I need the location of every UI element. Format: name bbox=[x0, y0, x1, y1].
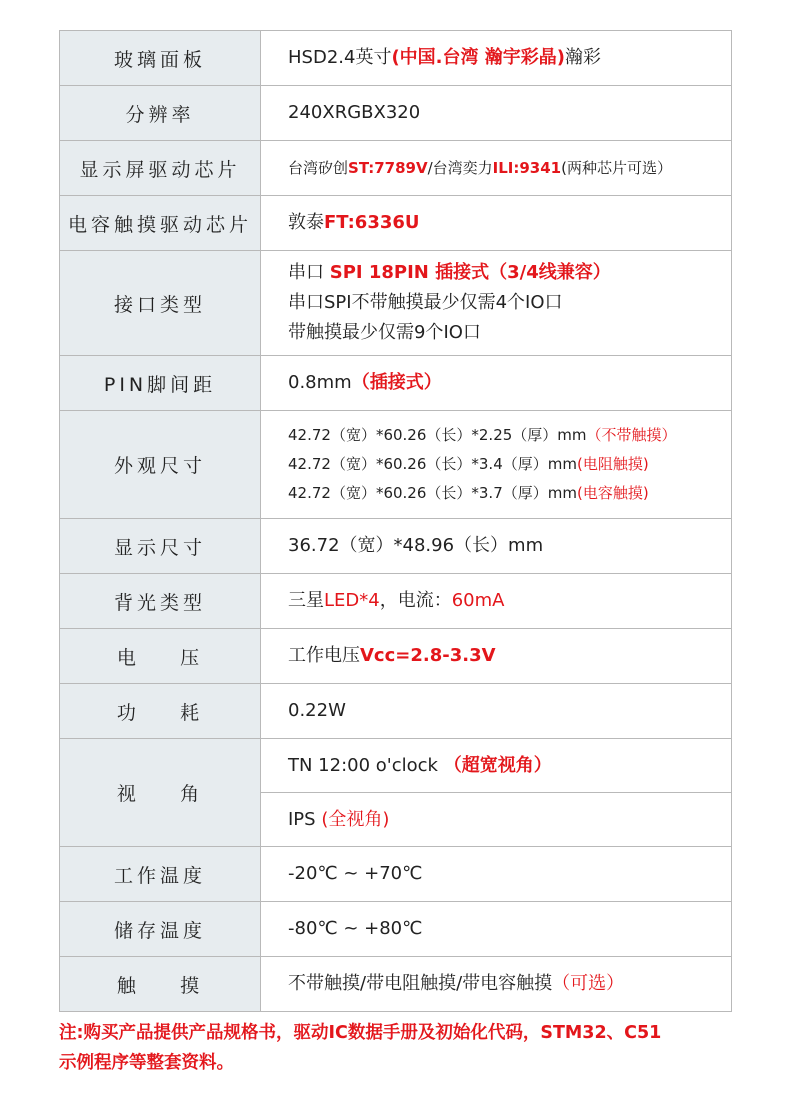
value-backlight bbox=[261, 574, 732, 629]
driver-chip-1: ST:7789V bbox=[348, 159, 428, 177]
pin-pitch-value: 0.8mm bbox=[288, 372, 352, 393]
table-row bbox=[60, 411, 732, 519]
value-glass bbox=[261, 31, 732, 86]
value-outline bbox=[261, 411, 732, 519]
viewing-ips-note: (全视角) bbox=[321, 808, 390, 830]
table-row bbox=[60, 574, 732, 629]
label-glass: 玻璃面板 bbox=[60, 31, 261, 86]
label-op-temp: 工作温度 bbox=[60, 847, 261, 902]
outline-note-1: （不带触摸） bbox=[586, 426, 677, 444]
table-row bbox=[60, 251, 732, 356]
spec-table bbox=[59, 30, 732, 1012]
glass-model: HSD2.4英寸 bbox=[288, 47, 392, 68]
value-op-temp: -20℃ ~ +70℃ bbox=[261, 847, 732, 902]
interface-spec: SPI 18PIN 插接式（3/4线兼容） bbox=[329, 262, 611, 283]
table-row bbox=[60, 739, 732, 793]
label-voltage: 电 压 bbox=[60, 629, 261, 684]
interface-type: 串口 bbox=[288, 262, 330, 283]
outline-note-2: (电阻触摸) bbox=[576, 455, 649, 473]
touch-optional: （可选） bbox=[552, 973, 625, 994]
label-touch: 触 摸 bbox=[60, 957, 261, 1012]
value-display-size: 36.72（宽）*48.96（长）mm bbox=[261, 519, 732, 574]
value-touch bbox=[261, 957, 732, 1012]
label-outline: 外观尺寸 bbox=[60, 411, 261, 519]
backlight-current-label: ，电流： bbox=[379, 590, 452, 611]
footer-note bbox=[59, 1018, 749, 1078]
backlight-current: 60mA bbox=[451, 590, 505, 611]
backlight-brand: 三星 bbox=[288, 590, 324, 611]
footer-line-1: 注:购买产品提供产品规格书，驱动IC数据手册及初始化代码，STM32、C51 bbox=[59, 1023, 662, 1043]
value-voltage bbox=[261, 629, 732, 684]
viewing-tn-text: TN 12:00 o'clock bbox=[288, 754, 444, 776]
table-row bbox=[60, 847, 732, 902]
touch-ic-brand: 敦泰 bbox=[288, 212, 324, 233]
touch-options: 不带触摸/带电阻触摸/带电容触摸 bbox=[288, 973, 553, 994]
viewing-tn-note: （超宽视角） bbox=[443, 754, 552, 776]
table-row bbox=[60, 86, 732, 141]
table-row bbox=[60, 629, 732, 684]
voltage-range: Vcc=2.8-3.3V bbox=[360, 645, 496, 666]
value-pin-pitch bbox=[261, 356, 732, 411]
voltage-label: 工作电压 bbox=[288, 645, 360, 666]
label-pin-pitch: PIN脚间距 bbox=[60, 356, 261, 411]
interface-line-3: 带触摸最少仅需9个IO口 bbox=[288, 322, 481, 343]
outline-line-2 bbox=[288, 450, 731, 479]
value-viewing-tn bbox=[261, 739, 732, 793]
value-storage-temp: -80℃ ~ +80℃ bbox=[261, 902, 732, 957]
driver-note: (两种芯片可选） bbox=[561, 159, 672, 177]
interface-line-1 bbox=[288, 258, 731, 288]
value-interface bbox=[261, 251, 732, 356]
label-resolution: 分辨率 bbox=[60, 86, 261, 141]
outline-dims-1: 42.72（宽）*60.26（长）*2.25（厚）mm bbox=[288, 426, 587, 444]
table-row bbox=[60, 957, 732, 1012]
value-driver-ic bbox=[261, 141, 732, 196]
outline-note-3: (电容触摸) bbox=[576, 484, 649, 502]
viewing-ips-text: IPS bbox=[288, 808, 322, 830]
backlight-led: LED*4 bbox=[324, 590, 380, 611]
label-interface: 接口类型 bbox=[60, 251, 261, 356]
table-row bbox=[60, 902, 732, 957]
label-driver-ic: 显示屏驱动芯片 bbox=[60, 141, 261, 196]
touch-ic-chip: FT:6336U bbox=[324, 212, 420, 233]
label-display-size: 显示尺寸 bbox=[60, 519, 261, 574]
value-power: 0.22W bbox=[261, 684, 732, 739]
driver-brand-2: /台湾奕力 bbox=[427, 159, 493, 177]
driver-chip-2: ILI:9341 bbox=[492, 159, 562, 177]
value-viewing-ips bbox=[261, 793, 732, 847]
value-resolution: 240XRGBX320 bbox=[261, 86, 732, 141]
label-touch-ic: 电容触摸驱动芯片 bbox=[60, 196, 261, 251]
outline-dims-2: 42.72（宽）*60.26（长）*3.4（厚）mm bbox=[288, 455, 577, 473]
label-viewing-angle: 视 角 bbox=[60, 739, 261, 847]
table-row bbox=[60, 519, 732, 574]
glass-brand: 瀚彩 bbox=[565, 47, 602, 68]
footer-line-2: 示例程序等整套资料。 bbox=[59, 1053, 234, 1073]
pin-pitch-type: （插接式） bbox=[351, 372, 442, 393]
table-row bbox=[60, 141, 732, 196]
table-row bbox=[60, 31, 732, 86]
label-backlight: 背光类型 bbox=[60, 574, 261, 629]
glass-origin: (中国.台湾 瀚宇彩晶) bbox=[391, 47, 566, 68]
value-touch-ic bbox=[261, 196, 732, 251]
table-row bbox=[60, 196, 732, 251]
table-row bbox=[60, 356, 732, 411]
label-storage-temp: 储存温度 bbox=[60, 902, 261, 957]
outline-dims-3: 42.72（宽）*60.26（长）*3.7（厚）mm bbox=[288, 484, 577, 502]
table-row bbox=[60, 684, 732, 739]
outline-line-3 bbox=[288, 479, 731, 508]
label-power: 功 耗 bbox=[60, 684, 261, 739]
interface-line-2: 串口SPI不带触摸最少仅需4个IO口 bbox=[288, 292, 563, 313]
driver-brand-1: 台湾矽创 bbox=[288, 159, 349, 177]
outline-line-1 bbox=[288, 421, 731, 450]
